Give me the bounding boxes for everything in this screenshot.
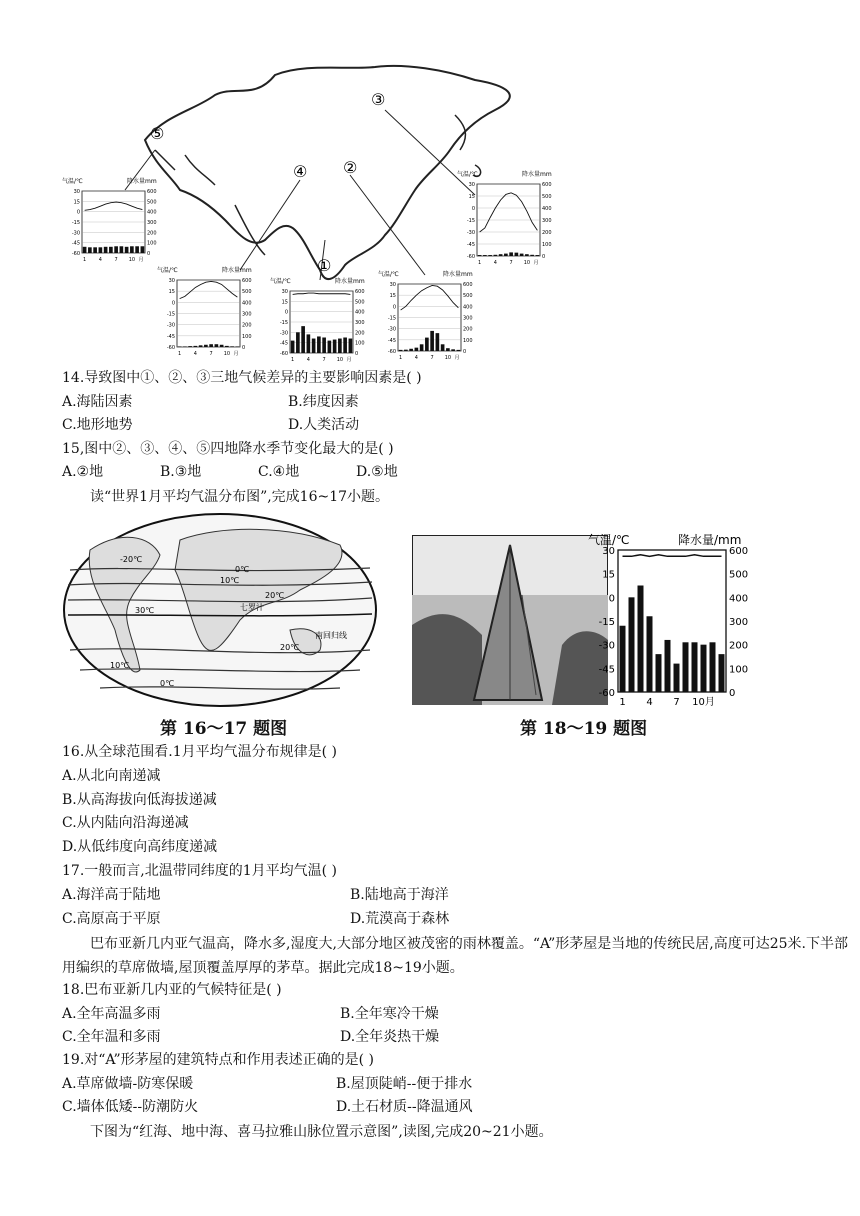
mini-precip-bar [515,253,519,256]
q17-option-b[interactable]: B.陆地高于海洋 [350,887,449,903]
climate-chart-4 [155,264,260,359]
precip-bar [629,597,635,692]
mini-temp-tick: 0 [471,206,475,212]
q16-option-b[interactable]: B.从高海拔向低海拔递减 [62,792,217,808]
mini-precip-tick: 400 [242,300,252,307]
mini-temp-tick: -45 [279,340,288,347]
climate-chart-3 [455,168,560,268]
precip-bar [620,626,626,692]
q16-stem: 16.从全球范围看.1月平均气温分布规律是( ) [62,744,337,760]
isotherm-label-8: 0℃ [160,679,175,688]
intro-20-21: 下图为“红海、地中海、喜马拉雅山脉位置示意图”,读图,完成20~21小题。 [90,1124,553,1140]
mini-month-tick: 1 [178,351,182,357]
mini-precip-bar [236,346,240,347]
mini-precip-bar [415,348,419,351]
mini-precip-tick: 300 [463,315,473,322]
mini-precip-bar [204,345,208,347]
mini-precip-tick: 0 [463,349,467,355]
mini-precip-bar [409,349,413,351]
marker-2: ② [343,158,358,177]
mini-temp-tick: -30 [387,326,396,333]
mini-precip-tick: 100 [355,340,365,347]
mini-precip-bar [130,246,134,253]
mini-precip-bar [225,346,229,347]
isotherm-label-6: 30℃ [135,606,155,615]
mini-temp-tick: -30 [166,322,175,329]
tropic-label: 南回归线 [315,631,347,640]
precip-bar [701,645,707,692]
mini-precip-bar [425,338,429,351]
mini-month-tick: 7 [114,257,118,263]
climate-chart-5 [60,175,165,265]
mini-precip-bar [141,246,145,253]
mini-precip-bar [451,349,455,351]
marker-3: ③ [371,90,386,109]
mini-month-tick: 月 [138,257,144,263]
mini-precip-bar [188,346,192,347]
mini-temp-tick: -15 [166,311,175,318]
mini-precip-bar [483,255,487,256]
q17-option-d[interactable]: D.荒漠高于森林 [350,911,450,927]
mini-temp-line [480,193,538,232]
mini-precip-tick: 0 [542,254,546,260]
mini-temp-tick: -45 [166,333,175,340]
mini-temp-tick: -45 [387,337,396,344]
mini-temp-tick: 30 [73,189,80,195]
mini-precip-bar [230,346,234,347]
mini-precip-tick: 100 [542,242,552,248]
climate-chart-2 [376,268,481,363]
mini-precip-bar [536,255,540,256]
precip-bar [665,640,671,692]
mini-temp-tick: -15 [387,315,396,322]
mini-precip-bar [446,348,450,351]
mini-precip-tick: 500 [355,299,365,306]
mini-left-title: 气温/℃ [157,267,178,274]
temp-tick-label: -30 [598,640,615,652]
temp-tick-label: 15 [602,569,615,581]
mini-month-tick: 月 [346,357,352,363]
mini-precip-bar [399,350,403,351]
mini-temp-tick: 15 [389,293,396,300]
mini-right-title: 降水量mm [443,271,473,278]
mini-temp-tick: -30 [466,230,475,236]
q17-option-a[interactable]: A.海洋高于陆地 [62,887,161,903]
q14-option-d[interactable]: D.人类活动 [288,417,360,433]
q19-option-b[interactable]: B.屋顶陡峭--便于排水 [336,1076,473,1092]
mini-month-tick: 7 [509,260,513,266]
intro-16-17: 读“世界1月平均气温分布图”,完成16~17小题。 [90,489,390,505]
mini-precip-tick: 100 [463,337,473,344]
mini-month-tick: 4 [493,260,497,266]
mini-precip-bar [530,255,534,256]
mini-precip-bar [349,339,353,353]
mini-precip-tick: 100 [147,240,157,247]
mini-precip-bar [194,346,198,347]
mini-temp-tick: -60 [166,345,175,351]
mini-right-title: 降水量mm [522,171,552,178]
isotherm-label-5: 20℃ [280,643,300,652]
isotherm-label-1: -20℃ [120,555,143,564]
mini-temp-tick: 15 [168,289,175,296]
mini-month-tick: 1 [83,257,87,263]
mini-precip-bar [317,336,321,353]
mini-precip-bar [430,331,434,351]
mini-precip-bar [93,247,97,253]
precip-tick-label: 100 [729,664,749,676]
mini-precip-bar [83,247,87,253]
mini-precip-tick: 200 [463,326,473,333]
mini-precip-bar [457,350,461,351]
caption-18-19: 第 18～19 题图 [520,719,648,739]
mini-temp-tick: -45 [71,240,80,247]
mini-month-tick: 1 [478,260,482,266]
mini-precip-tick: 200 [242,322,252,329]
mini-left-title: 气温/℃ [270,278,291,285]
precip-tick-label: 300 [729,617,749,628]
mini-precip-tick: 300 [242,311,252,318]
mini-month-tick: 月 [454,355,460,361]
q18-option-d[interactable]: D.全年炎热干燥 [340,1029,440,1045]
mini-precip-tick: 400 [147,209,157,216]
chart-right-title: 降水量/mm [678,533,742,547]
q16-option-a[interactable]: A.从北向南递减 [62,768,161,784]
temp-tick-label: -60 [598,688,615,699]
mini-temp-tick: 30 [281,289,288,295]
mini-precip-tick: 500 [147,199,157,206]
mini-month-tick: 月 [233,351,239,357]
mini-precip-tick: 200 [542,230,552,236]
precip-bar [719,654,725,692]
mini-precip-bar [509,252,513,256]
intro-18-19: 巴布亚新几内亚气温高，降水多,湿度大,大部分地区被茂密的雨林覆盖。“A”形茅屋是当地的传统民居,高度可达25米.下半部用编织的草席做墙,屋顶覆盖厚厚的茅草。据此完成18~19小题。 [62,936,848,976]
q14-option-b[interactable]: B.纬度因素 [288,394,359,410]
chart-left-title: 气温/℃ [588,533,630,547]
q18-option-b[interactable]: B.全年寒冷干燥 [340,1006,439,1022]
mini-temp-tick: -60 [71,251,80,257]
mini-temp-tick: -60 [466,254,475,260]
mini-precip-bar [220,345,224,347]
mini-precip-bar [441,344,445,351]
climate-chart-18-19 [588,532,758,712]
mini-precip-tick: 600 [355,289,365,295]
precip-bar [683,642,689,692]
mini-precip-bar [504,254,508,256]
mini-month-tick: 10 [128,257,136,263]
precip-tick-label: 0 [729,688,736,699]
marker-4: ④ [293,162,308,181]
precip-bar [638,586,644,693]
mini-temp-tick: 15 [468,194,475,200]
precip-tick-label: 400 [729,593,749,605]
mini-precip-bar [125,247,129,253]
mini-precip-bar [307,334,311,353]
mini-precip-bar [404,350,408,351]
isotherm-label-3: 10℃ [220,576,240,585]
month-tick-label: 4 [646,697,653,708]
mini-month-tick: 4 [414,355,418,361]
mini-precip-bar [312,339,316,353]
mini-right-title: 降水量mm [222,267,252,274]
mini-temp-tick: -15 [71,220,80,226]
precip-tick-label: 600 [729,546,749,557]
month-tick-label: 7 [673,697,680,708]
mini-precip-tick: 400 [463,304,473,311]
mini-temp-tick: -30 [71,230,80,237]
mini-precip-bar [494,255,498,256]
mini-month-tick: 4 [193,351,197,357]
q14-stem: 14.导致图中①、②、③三地气候差异的主要影响因素是( ) [62,370,422,386]
mini-precip-tick: 500 [542,194,552,200]
mini-precip-bar [343,338,347,354]
mini-precip-bar [104,247,108,253]
month-tick-label: 10月 [692,697,715,708]
mini-temp-tick: -60 [279,351,288,357]
q15-option-a[interactable]: A.②地 [62,464,104,480]
q18-option-a[interactable]: A.全年高温多雨 [62,1006,161,1022]
mini-precip-bar [183,346,187,347]
mini-precip-tick: 600 [542,182,552,188]
mini-precip-bar [488,255,492,256]
mini-precip-bar [109,247,113,253]
temperature-line [623,555,722,557]
mini-precip-tick: 600 [463,282,473,288]
mini-precip-tick: 400 [355,309,365,316]
mini-temp-tick: 0 [76,209,80,216]
q18-stem: 18.巴布亚新几内亚的气候特征是( ) [62,982,282,998]
isotherm-label-4: 20℃ [265,591,285,600]
q17-stem: 17.一般而言,北温带同纬度的1月平均气温( ) [62,863,337,879]
mini-left-title: 气温/℃ [62,178,83,185]
mini-temp-line [85,202,143,210]
mini-precip-bar [88,247,92,253]
mini-month-tick: 7 [322,357,326,363]
mini-temp-line [293,293,351,294]
q15-stem: 15,图中②、③、④、⑤四地降水季节变化最大的是( ) [62,441,394,457]
mini-month-tick: 10 [523,260,531,266]
mini-precip-tick: 300 [147,220,157,226]
mini-month-tick: 月 [533,260,539,266]
marker-1: ① [317,256,332,275]
mini-right-title: 降水量mm [335,278,365,285]
mini-precip-bar [420,344,424,351]
mini-left-title: 气温/℃ [378,271,399,278]
mini-temp-line [180,281,238,298]
mini-temp-tick: 0 [284,309,288,316]
mini-temp-tick: 15 [281,299,288,306]
mini-precip-tick: 100 [242,333,252,340]
mini-precip-tick: 500 [463,293,473,300]
q15-option-b[interactable]: B.③地 [160,464,202,480]
mini-temp-tick: 30 [468,182,475,188]
mini-precip-tick: 300 [355,320,365,326]
mini-temp-tick: -60 [387,349,396,355]
q18-option-c[interactable]: C.全年温和多雨 [62,1029,161,1045]
climate-chart-1 [268,275,373,365]
q19-stem: 19.对“A”形茅屋的建筑特点和作用表述正确的是( ) [62,1052,375,1068]
mini-right-title: 降水量mm [127,178,157,185]
mini-month-tick: 4 [98,257,102,263]
mini-precip-tick: 500 [242,289,252,296]
mini-month-tick: 7 [430,355,434,361]
temp-tick-label: 0 [608,593,615,605]
equator-label: 七罗汁 [240,603,264,612]
isotherm-label-7: 10℃ [110,661,130,670]
mini-precip-bar [436,333,440,351]
mini-precip-tick: 300 [542,218,552,224]
precip-bar [647,616,653,692]
mini-precip-bar [478,255,482,256]
mini-precip-bar [338,339,342,353]
mini-precip-bar [99,247,103,253]
mini-precip-bar [499,254,503,256]
marker-5: ⑤ [150,124,165,143]
mini-temp-tick: 0 [171,300,175,307]
mini-precip-bar [328,341,332,353]
month-tick-label: 1 [619,697,626,708]
mini-precip-bar [135,246,139,253]
mini-left-title: 气温/℃ [457,171,478,178]
q16-option-d[interactable]: D.从低纬度向高纬度递减 [62,839,218,855]
mini-precip-tick: 0 [242,345,246,351]
q19-option-a[interactable]: A.草席做墙-防寒保暖 [62,1076,194,1092]
mini-month-tick: 1 [399,355,403,361]
mini-precip-tick: 200 [147,230,157,237]
q17-option-c[interactable]: C.高原高于平原 [62,911,161,927]
temp-tick-label: 30 [602,546,615,557]
mini-temp-tick: 30 [389,282,396,288]
precip-bar [692,642,698,692]
mini-month-tick: 10 [444,355,452,361]
mini-precip-bar [209,344,213,347]
mini-precip-bar [296,332,300,353]
mini-temp-tick: -15 [279,320,288,326]
mini-precip-bar [120,246,124,253]
precip-tick-label: 500 [729,569,749,581]
caption-16-17: 第 16～17 题图 [160,719,288,739]
mini-temp-tick: -15 [466,218,475,224]
a-frame-hut-photo [412,535,608,705]
mini-precip-tick: 0 [147,251,151,257]
mini-precip-bar [525,254,529,256]
mini-precip-bar [199,345,203,347]
precip-bar [710,642,716,692]
mini-precip-bar [333,340,337,353]
mini-temp-tick: 15 [73,199,80,206]
temp-tick-label: -15 [598,617,615,628]
mini-precip-bar [114,246,118,253]
mini-temp-tick: 0 [392,304,396,311]
q19-option-d[interactable]: D.土石材质--降温通风 [336,1099,473,1115]
mini-month-tick: 10 [336,357,344,363]
q14-option-c[interactable]: C.地形地势 [62,417,133,433]
q19-option-c[interactable]: C.墙体低矮--防潮防火 [62,1099,199,1115]
mini-precip-tick: 200 [355,330,365,337]
mini-month-tick: 1 [291,357,295,363]
q16-option-c[interactable]: C.从内陆向沿海递减 [62,815,189,831]
mini-precip-bar [178,346,182,347]
mini-month-tick: 7 [209,351,213,357]
mini-temp-tick: -45 [466,242,475,248]
q15-option-d[interactable]: D.⑤地 [356,464,398,480]
isotherm-label-2: 0℃ [235,565,250,574]
mini-month-tick: 10 [223,351,231,357]
mini-precip-bar [301,326,305,353]
precip-tick-label: 200 [729,640,749,652]
precip-bar [656,654,662,692]
q14-option-a[interactable]: A.海陆因素 [62,394,133,410]
mini-precip-bar [322,338,326,354]
mini-precip-bar [215,344,219,347]
temp-tick-label: -45 [598,664,615,676]
mini-precip-tick: 0 [355,351,359,357]
precip-bar [674,664,680,692]
mini-precip-bar [291,341,295,353]
mini-precip-bar [520,254,524,256]
q15-option-c[interactable]: C.④地 [258,464,300,480]
mini-precip-tick: 400 [542,206,552,212]
mini-month-tick: 4 [306,357,310,363]
mini-precip-tick: 600 [147,189,157,195]
mini-temp-tick: -30 [279,330,288,337]
mini-precip-tick: 600 [242,278,252,284]
world-january-temperature-map [60,510,380,710]
mini-temp-tick: 30 [168,278,175,284]
